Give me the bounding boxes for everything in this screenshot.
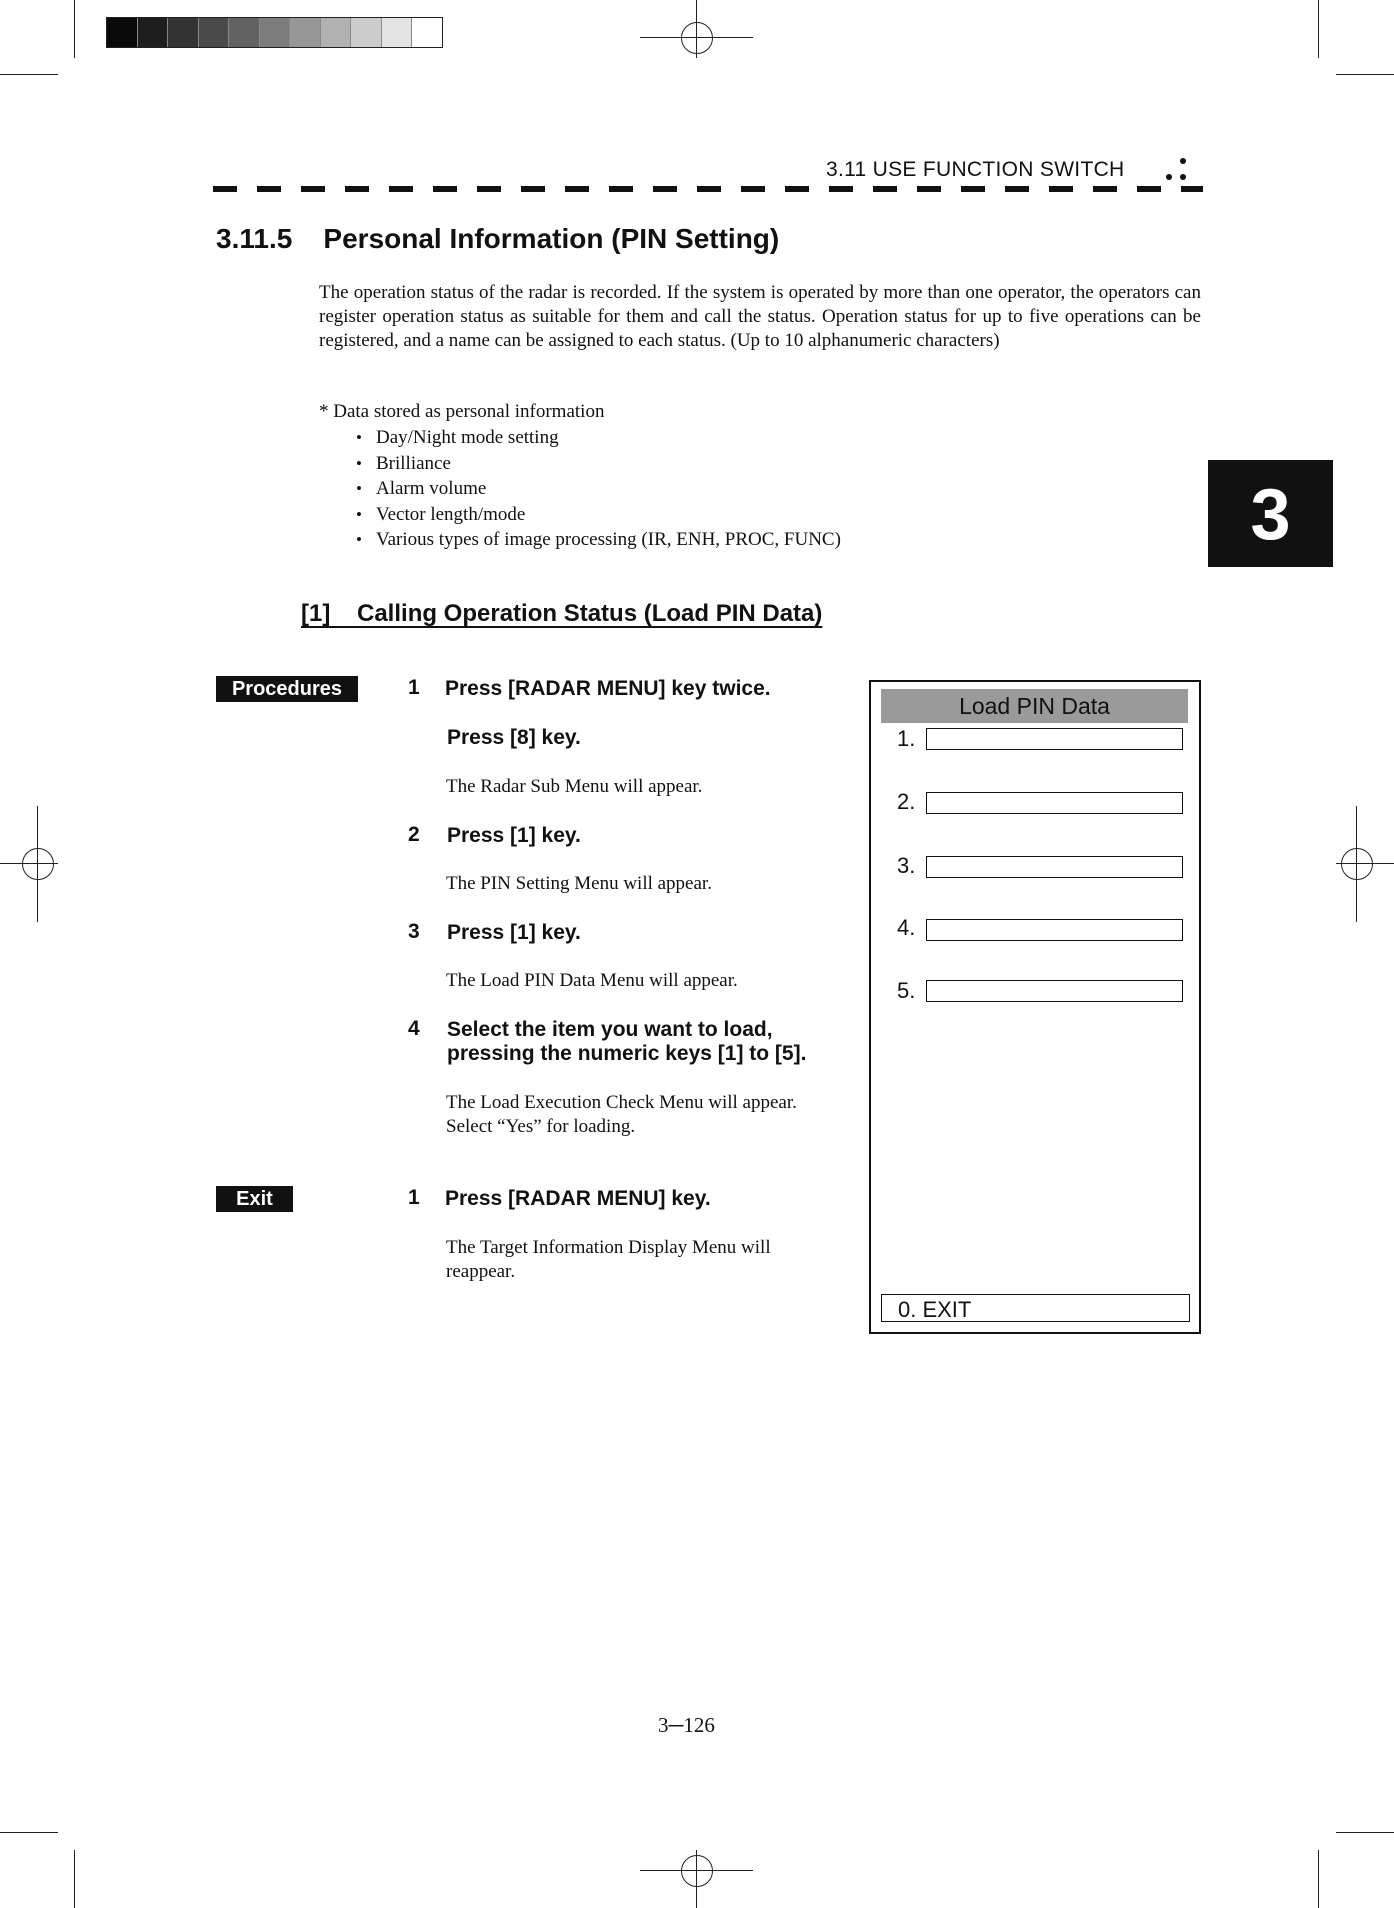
exit-menu-item[interactable]: 0. EXIT [881, 1294, 1190, 1322]
grayscale-swatch [138, 18, 169, 47]
grayscale-swatch [229, 18, 260, 47]
slot-number: 4. [897, 915, 916, 940]
procedures-label: Procedures [216, 676, 358, 702]
pin-slot-5[interactable] [926, 980, 1183, 1002]
stored-data-heading: * Data stored as personal information [319, 401, 605, 422]
step-result: The Load Execution Check Menu will appear. [446, 1092, 797, 1113]
stored-data-list [356, 425, 841, 553]
pin-slot-4[interactable] [926, 919, 1183, 941]
pin-slot-1[interactable] [926, 728, 1183, 750]
slot-number: 2. [897, 789, 916, 814]
step-result: Select “Yes” for loading. [446, 1116, 636, 1137]
step-instruction: pressing the numeric keys [1] to [5]. [447, 1042, 807, 1065]
step-number: 2 [408, 823, 420, 846]
pin-slot-3[interactable] [926, 856, 1183, 878]
subsection-title: [1] Calling Operation Status (Load PIN Data) [301, 600, 823, 627]
grayscale-swatch [412, 18, 442, 47]
grayscale-swatch [107, 18, 138, 47]
grayscale-swatch [290, 18, 321, 47]
grayscale-swatch [199, 18, 230, 47]
grayscale-swatch [382, 18, 413, 47]
running-header: 3.11 USE FUNCTION SWITCH [826, 158, 1125, 181]
load-pin-data-menu [869, 680, 1201, 1334]
step-result: The Radar Sub Menu will appear. [446, 776, 703, 797]
header-dot-icon [1180, 158, 1186, 164]
grayscale-swatch [351, 18, 382, 47]
slot-number: 1. [897, 726, 916, 751]
step-instruction: Press [RADAR MENU] key. [445, 1187, 711, 1210]
header-dot-icon [1180, 174, 1186, 180]
section-title: 3.11.5 Personal Information (PIN Setting) [216, 223, 780, 254]
list-item: • Alarm volume [356, 476, 841, 502]
page-number: 3─126 [658, 1713, 715, 1737]
grayscale-swatch [168, 18, 199, 47]
grayscale-bar [106, 17, 443, 48]
step-number: 3 [408, 920, 420, 943]
intro-paragraph: The operation status of the radar is recorded. If the system is operated by more than one operator, the operators can register operation status as suitable for them and call the status. Operation status for up to five operations can be registered, and a name can be assigned to each status. (Up to 10 alphanumeric characters) [319, 282, 1201, 351]
step-result: reappear. [446, 1261, 516, 1282]
list-item: • Various types of image processing (IR, ENH, PROC, FUNC) [356, 527, 841, 553]
menu-title: Load PIN Data [881, 689, 1188, 723]
step-number: 1 [408, 676, 420, 699]
step-result: The PIN Setting Menu will appear. [446, 873, 712, 894]
step-instruction: Press [1] key. [447, 824, 581, 847]
step-instruction: Select the item you want to load, [447, 1018, 773, 1041]
header-dot-icon [1166, 174, 1172, 180]
step-number: 4 [408, 1017, 420, 1040]
header-dashed-rule [213, 186, 1203, 192]
exit-label: Exit [216, 1186, 293, 1212]
list-item: • Day/Night mode setting [356, 425, 841, 451]
step-instruction: Press [1] key. [447, 921, 581, 944]
slot-number: 3. [897, 853, 916, 878]
pin-slot-2[interactable] [926, 792, 1183, 814]
chapter-tab: 3 [1208, 460, 1333, 567]
step-result: The Load PIN Data Menu will appear. [446, 970, 738, 991]
step-result: The Target Information Display Menu will [446, 1237, 771, 1258]
step-instruction: Press [8] key. [447, 726, 581, 749]
step-number: 1 [408, 1186, 420, 1209]
slot-number: 5. [897, 978, 916, 1003]
grayscale-swatch [260, 18, 291, 47]
step-instruction: Press [RADAR MENU] key twice. [445, 677, 771, 700]
list-item: • Vector length/mode [356, 502, 841, 528]
list-item: • Brilliance [356, 451, 841, 477]
grayscale-swatch [321, 18, 352, 47]
